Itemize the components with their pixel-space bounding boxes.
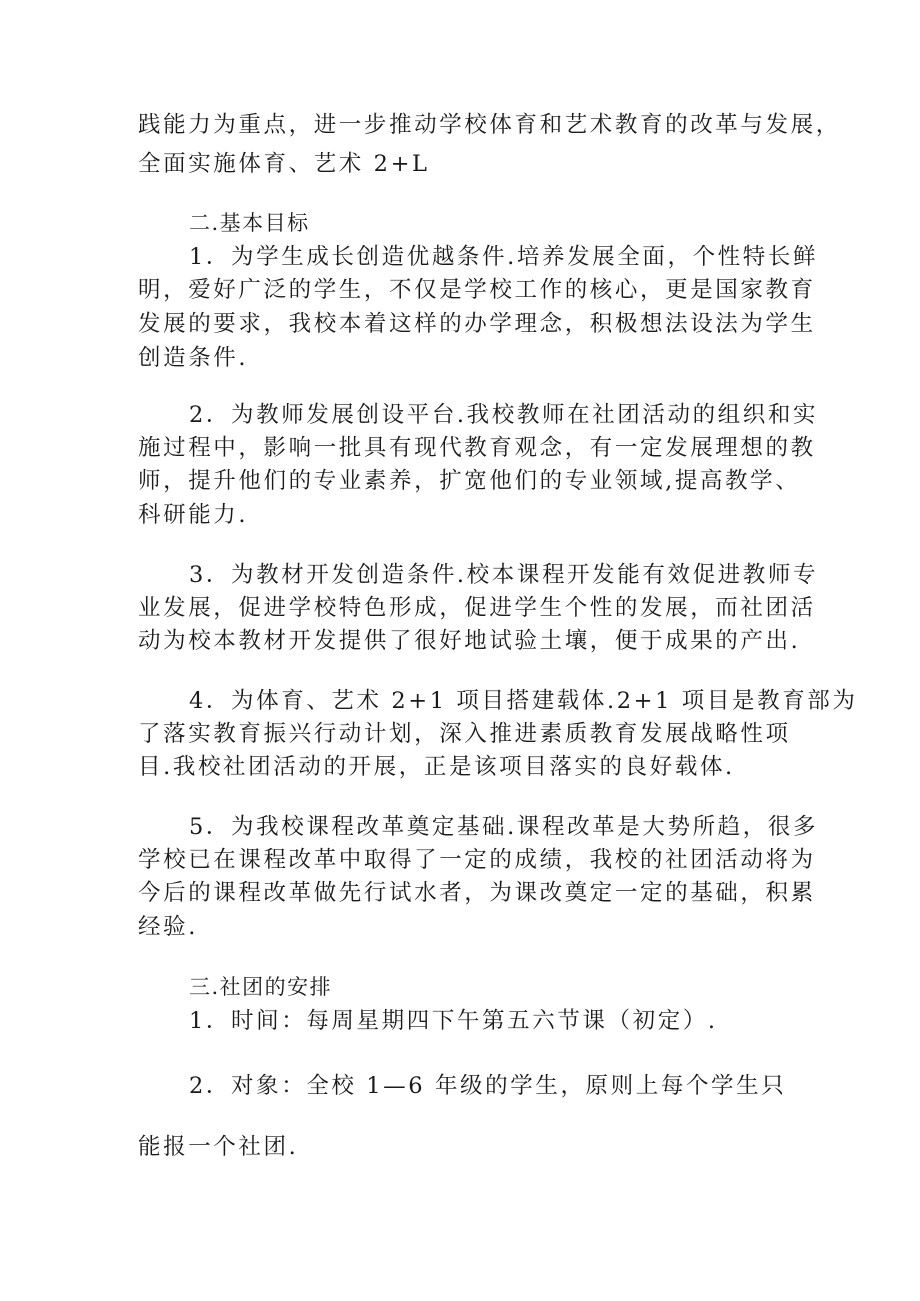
goal-1-line-2: 明，爱好广泛的学生，不仅是学校工作的核心，更是国家教育 xyxy=(138,277,816,303)
goal-1-line-1: 1．为学生成长创造优越条件.培养发展全面，个性特长鲜 xyxy=(189,244,819,270)
intro-line-2: 全面实施体育、艺术 2+L xyxy=(138,151,430,177)
goal-2-line-4: 科研能力. xyxy=(138,502,249,528)
arrangement-time: 1．时间：每周星期四下午第五六节课（初定）. xyxy=(189,1008,718,1034)
goal-2-line-2: 施过程中，影响一批具有现代教育观念，有一定发展理想的教 xyxy=(138,435,816,461)
goal-2-line-3: 师，提升他们的专业素养，扩宽他们的专业领域,提高教学、 xyxy=(138,468,801,494)
intro-line-1: 践能力为重点，进一步推动学校体育和艺术教育的改革与发展， xyxy=(138,112,841,138)
goal-5-line-3: 今后的课程改革做先行试水者，为课改奠定一定的基础，积累 xyxy=(138,880,816,906)
goal-5-line-4: 经验. xyxy=(138,914,198,940)
goal-3-line-3: 动为校本教材开发提供了很好地试验土壤，便于成果的产出. xyxy=(138,628,801,654)
goal-5-line-1: 5．为我校课程改革奠定基础.课程改革是大势所趋，很多 xyxy=(189,814,819,840)
section-heading-arrangement: 三.社团的安排 xyxy=(189,975,333,999)
arrangement-target: 2．对象：全校 1—6 年级的学生，原则上每个学生只 xyxy=(189,1073,787,1099)
goal-1-line-3: 发展的要求，我校本着这样的办学理念，积极想法设法为学生 xyxy=(138,311,816,337)
goal-4-line-1: 4．为体育、艺术 2+1 项目搭建载体.2+1 项目是教育部为 xyxy=(189,688,858,714)
goal-4-line-2: 了落实教育振兴行动计划，深入推进素质教育发展战略性项 xyxy=(138,721,791,747)
section-heading-basic-goals: 二.基本目标 xyxy=(189,211,310,235)
goal-4-line-3: 目.我校社团活动的开展，正是该项目落实的良好载体. xyxy=(138,754,735,780)
goal-3-line-1: 3．为教材开发创造条件.校本课程开发能有效促进教师专 xyxy=(189,562,819,588)
goal-3-line-2: 业发展，促进学校特色形成，促进学生个性的发展，而社团活 xyxy=(138,595,816,621)
arrangement-target-continued: 能报一个社团. xyxy=(138,1134,299,1160)
goal-2-line-1: 2．为教师发展创设平台.我校教师在社团活动的组织和实 xyxy=(189,402,819,428)
goal-1-line-4: 创造条件. xyxy=(138,345,249,371)
goal-5-line-2: 学校已在课程改革中取得了一定的成绩，我校的社团活动将为 xyxy=(138,847,816,873)
